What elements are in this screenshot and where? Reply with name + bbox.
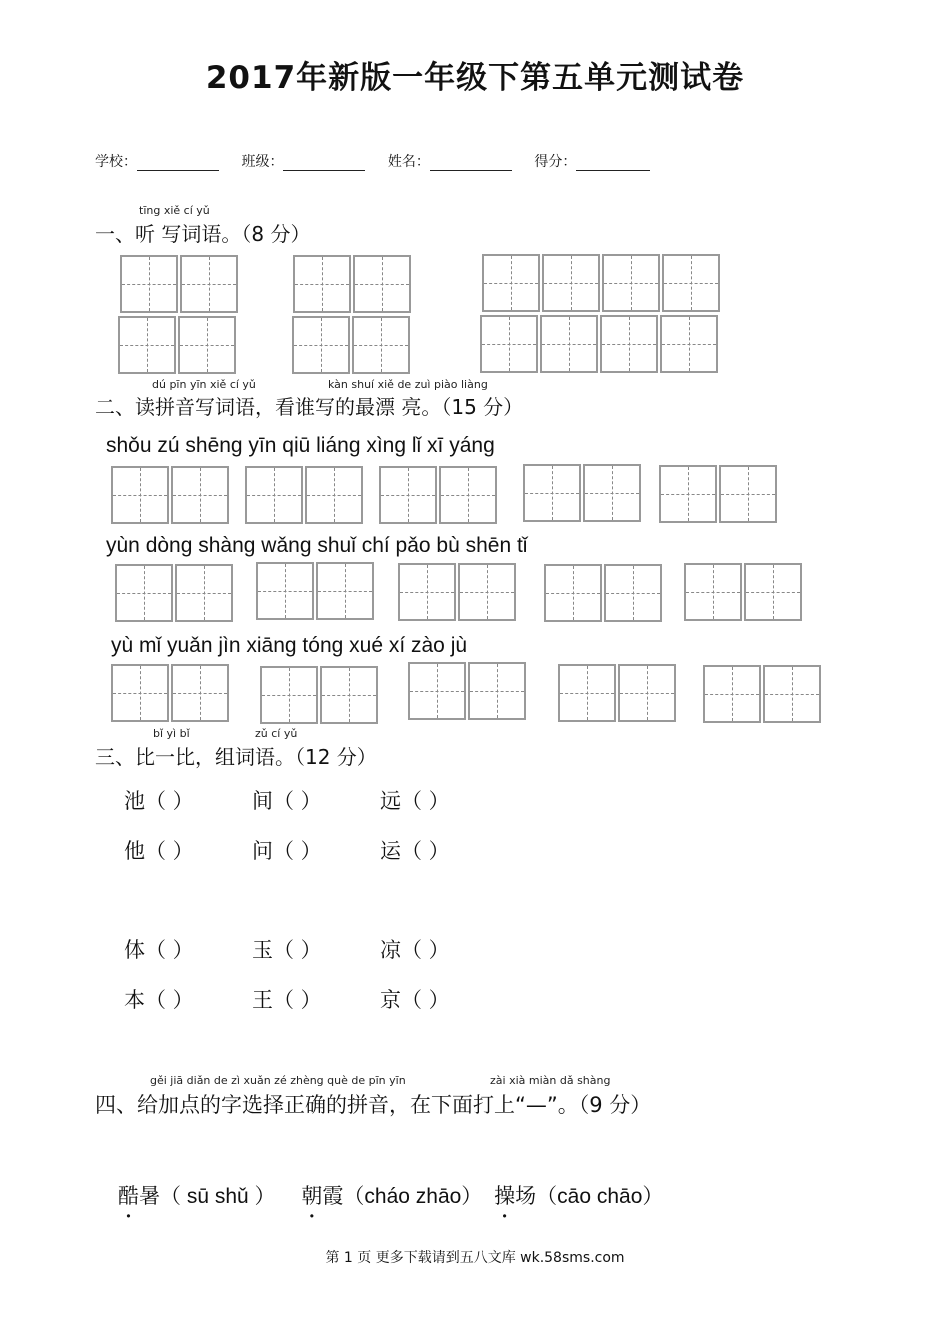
answer-grid[interactable] [111,664,231,722]
writing-cell[interactable] [583,464,641,522]
writing-cell[interactable] [180,255,238,313]
writing-cell[interactable] [662,254,720,312]
writing-cell[interactable] [352,316,410,374]
answer-grid[interactable] [684,563,804,621]
section2-pinyin-a: dú pīn yīn xiě cí yǔ [152,378,256,391]
writing-cell[interactable] [482,254,540,312]
section2-pinyin-b: kàn shuí xiě de zuì piào liàng [328,378,488,391]
writing-cell[interactable] [320,666,378,724]
name-label: 姓名： [387,154,430,170]
writing-cell[interactable] [111,664,169,722]
answer-grid[interactable] [245,466,365,524]
dictation-grid-2b[interactable] [292,316,412,374]
writing-cell[interactable] [115,564,173,622]
compare-row [124,984,508,1014]
score-label: 得分： [534,154,577,170]
compare-item[interactable]: 凉（ ） [380,938,450,962]
writing-cell[interactable] [111,466,169,524]
writing-cell[interactable] [379,466,437,524]
section4-pinyin-a: gěi jiā diǎn de zì xuǎn zé zhèng què de pīn yīn [150,1074,406,1087]
name-blank[interactable] [430,156,512,171]
writing-cell[interactable] [618,664,676,722]
pinyin-choice-row [118,1180,663,1210]
score-blank[interactable] [576,156,650,171]
writing-cell[interactable] [480,315,538,373]
dictation-grid-1b[interactable] [118,316,238,374]
writing-cell[interactable] [458,563,516,621]
pinyin-row-3: yù mǐ yuǎn jìn xiāng tóng xué xí zào jù [111,634,468,657]
writing-cell[interactable] [439,466,497,524]
choice-options-1[interactable]: （ sū shǔ ） [160,1185,276,1208]
writing-cell[interactable] [292,316,350,374]
school-blank[interactable] [137,156,219,171]
choice-options-2[interactable]: （cháo zhāo） [343,1185,483,1208]
writing-cell[interactable] [118,316,176,374]
writing-cell[interactable] [744,563,802,621]
writing-cell[interactable] [245,466,303,524]
writing-cell[interactable] [178,316,236,374]
writing-cell[interactable] [763,665,821,723]
dictation-grid-3a[interactable] [482,254,722,312]
compare-item[interactable]: 本（ ） [124,988,194,1012]
section4-heading: 四、给加点的字选择正确的拼音，在下面打上“—”。（9 分） [95,1093,652,1117]
writing-cell[interactable] [353,255,411,313]
choice-options-3[interactable]: （cāo chāo） [536,1185,664,1208]
answer-grid[interactable] [398,563,518,621]
dictation-grid-2a[interactable] [293,255,413,313]
writing-cell[interactable] [256,562,314,620]
compare-item[interactable]: 王（ ） [252,988,322,1012]
compare-row [124,835,508,865]
answer-grid[interactable] [379,466,499,524]
answer-grid[interactable] [408,662,528,720]
answer-grid[interactable] [523,464,643,522]
answer-grid[interactable] [111,466,231,524]
section3-heading: 三、比一比，组词语。（12 分） [95,745,377,769]
writing-cell[interactable] [293,255,351,313]
compare-item[interactable]: 远（ ） [380,789,450,813]
section3-pinyin-b: zǔ cí yǔ [255,727,298,740]
writing-cell[interactable] [120,255,178,313]
section1-pinyin: tīng xiě cí yǔ [139,204,210,217]
compare-item[interactable]: 运（ ） [380,839,450,863]
writing-cell[interactable] [540,315,598,373]
plain-char: 暑 [139,1185,160,1208]
section1-heading: 一、听 写词语。（8 分） [95,222,311,246]
compare-item[interactable]: 问（ ） [252,839,322,863]
writing-cell[interactable] [604,564,662,622]
compare-item[interactable]: 体（ ） [124,938,194,962]
compare-item[interactable]: 池（ ） [124,789,194,813]
writing-cell[interactable] [684,563,742,621]
writing-cell[interactable] [659,465,717,523]
writing-cell[interactable] [171,466,229,524]
section2-heading: 二、读拼音写词语，看谁写的最漂 亮。（15 分） [95,395,524,419]
writing-cell[interactable] [175,564,233,622]
writing-cell[interactable] [602,254,660,312]
writing-cell[interactable] [305,466,363,524]
student-info-line [95,151,668,171]
answer-grid[interactable] [558,664,678,722]
plain-char: 场 [515,1185,537,1208]
school-label: 学校： [95,154,137,170]
answer-grid[interactable] [260,666,380,724]
answer-grid[interactable] [703,665,823,723]
answer-grid[interactable] [256,562,376,620]
dotted-char: 朝 [301,1185,323,1208]
answer-grid[interactable] [659,465,779,523]
compare-item[interactable]: 间（ ） [252,789,322,813]
writing-cell[interactable] [544,564,602,622]
writing-cell[interactable] [171,664,229,722]
compare-row [124,785,508,815]
answer-grid[interactable] [544,564,664,622]
writing-cell[interactable] [542,254,600,312]
writing-cell[interactable] [719,465,777,523]
writing-cell[interactable] [558,664,616,722]
compare-item[interactable]: 他（ ） [124,839,194,863]
compare-item[interactable]: 京（ ） [380,988,450,1012]
dictation-grid-1a[interactable] [120,255,240,313]
choice-word-1 [118,1185,160,1208]
writing-cell[interactable] [468,662,526,720]
page-footer: 第 1 页 更多下载请到五八文库 wk.58sms.com [325,1250,625,1266]
writing-cell[interactable] [260,666,318,724]
compare-row [124,934,508,964]
pinyin-row-1: shǒu zú shēng yīn qiū liáng xìng lǐ xī yáng [106,434,495,457]
answer-grid[interactable] [115,564,235,622]
dictation-grid-3b[interactable] [480,315,720,373]
writing-cell[interactable] [703,665,761,723]
class-label: 班级： [241,154,284,170]
writing-cell[interactable] [523,464,581,522]
pinyin-row-2: yùn dòng shàng wǎng shuǐ chí pǎo bù shēn tǐ [106,534,528,557]
plain-char: 霞 [322,1185,344,1208]
page-title: 2017年新版一年级下第五单元测试卷 [205,60,745,96]
dotted-char: 酷 [118,1185,139,1208]
writing-cell[interactable] [600,315,658,373]
choice-word-2 [301,1185,343,1208]
writing-cell[interactable] [316,562,374,620]
writing-cell[interactable] [660,315,718,373]
section4-pinyin-b: zài xià miàn dǎ shàng [490,1074,611,1087]
choice-word-3 [494,1185,536,1208]
class-blank[interactable] [283,156,365,171]
writing-cell[interactable] [398,563,456,621]
section3-pinyin-a: bǐ yì bǐ [153,727,190,740]
dotted-char: 操 [494,1185,516,1208]
compare-item[interactable]: 玉（ ） [252,938,322,962]
writing-cell[interactable] [408,662,466,720]
